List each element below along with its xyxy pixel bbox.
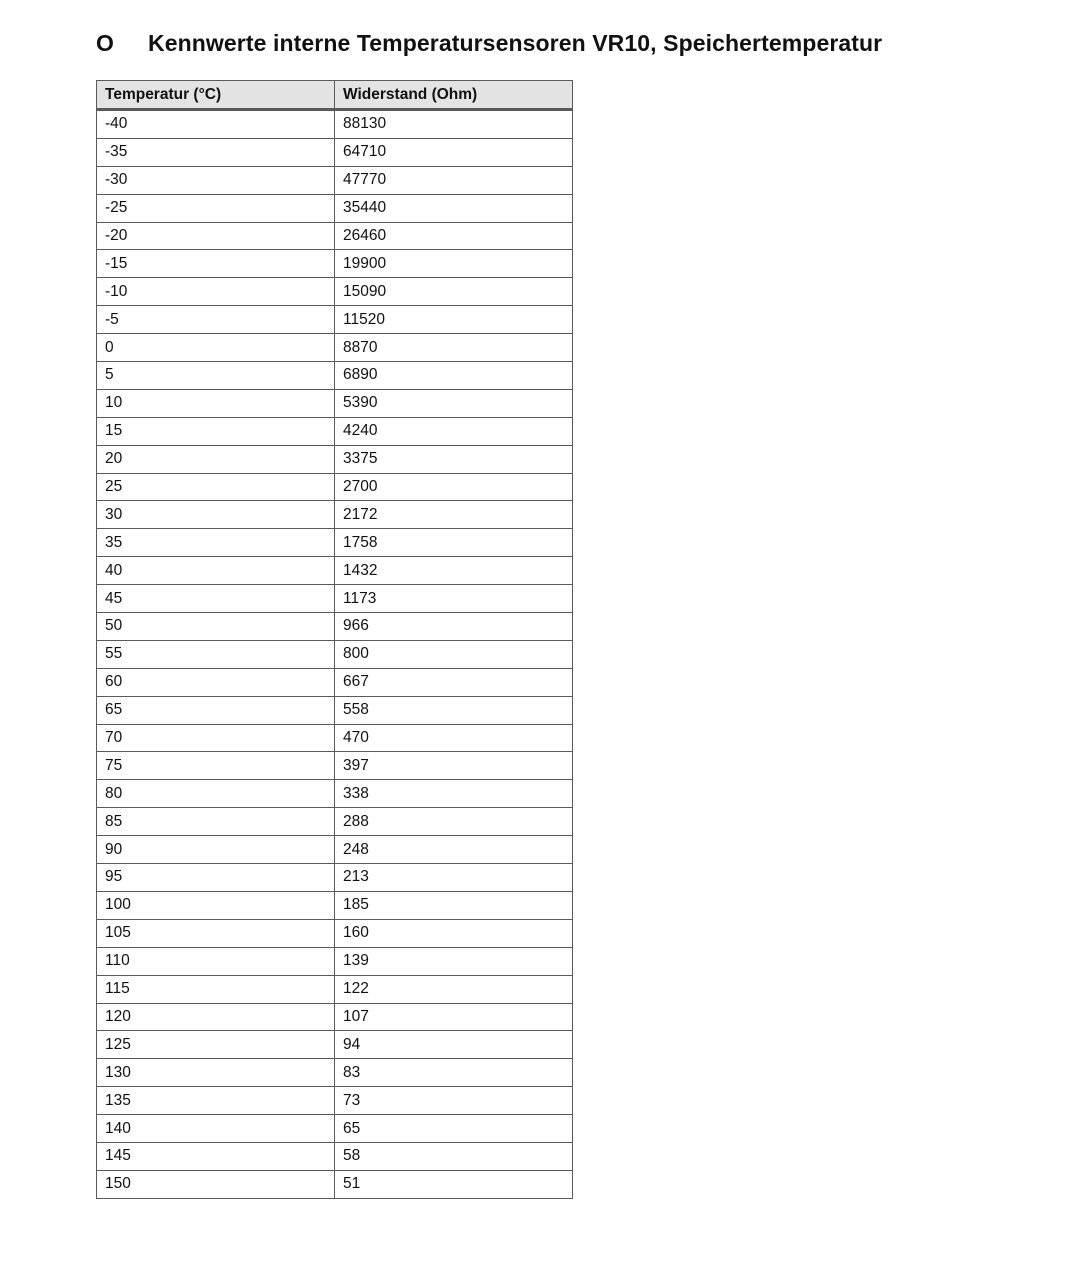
table-row xyxy=(97,362,573,390)
table-row xyxy=(97,640,573,668)
temperature-cell: 55 xyxy=(97,640,335,668)
temperature-cell: 150 xyxy=(97,1170,335,1198)
resistance-cell: 248 xyxy=(335,836,573,864)
resistance-cell: 288 xyxy=(335,808,573,836)
resistance-cell: 51 xyxy=(335,1170,573,1198)
temperature-cell: -40 xyxy=(97,110,335,139)
table-row xyxy=(97,808,573,836)
resistance-cell: 800 xyxy=(335,640,573,668)
table-row xyxy=(97,1170,573,1198)
temperature-cell: 65 xyxy=(97,696,335,724)
resistance-cell: 15090 xyxy=(335,278,573,306)
resistance-cell: 213 xyxy=(335,864,573,892)
resistance-cell: 35440 xyxy=(335,194,573,222)
resistance-cell: 58 xyxy=(335,1142,573,1170)
resistance-cell: 8870 xyxy=(335,334,573,362)
table-row xyxy=(97,696,573,724)
temperature-cell: 25 xyxy=(97,473,335,501)
table-row xyxy=(97,864,573,892)
resistance-cell: 73 xyxy=(335,1087,573,1115)
temperature-cell: 130 xyxy=(97,1059,335,1087)
temperature-cell: 35 xyxy=(97,529,335,557)
table-row xyxy=(97,306,573,334)
resistance-cell: 558 xyxy=(335,696,573,724)
table-row xyxy=(97,780,573,808)
table-row xyxy=(97,138,573,166)
resistance-cell: 966 xyxy=(335,613,573,641)
table-row xyxy=(97,389,573,417)
resistance-cell: 65 xyxy=(335,1115,573,1143)
resistance-cell: 185 xyxy=(335,891,573,919)
table-row xyxy=(97,278,573,306)
temperature-cell: 95 xyxy=(97,864,335,892)
table-row xyxy=(97,668,573,696)
resistance-cell: 26460 xyxy=(335,222,573,250)
resistance-cell: 11520 xyxy=(335,306,573,334)
temperature-cell: 60 xyxy=(97,668,335,696)
resistance-cell: 19900 xyxy=(335,250,573,278)
resistance-cell: 1758 xyxy=(335,529,573,557)
table-row xyxy=(97,417,573,445)
temperature-cell: 135 xyxy=(97,1087,335,1115)
table-row xyxy=(97,250,573,278)
table-row xyxy=(97,334,573,362)
temperature-cell: 10 xyxy=(97,389,335,417)
resistance-cell: 4240 xyxy=(335,417,573,445)
temperature-cell: -25 xyxy=(97,194,335,222)
temperature-cell: 125 xyxy=(97,1031,335,1059)
table-row xyxy=(97,613,573,641)
temperature-cell: 50 xyxy=(97,613,335,641)
resistance-cell: 94 xyxy=(335,1031,573,1059)
resistance-table xyxy=(96,80,573,1199)
table-row xyxy=(97,836,573,864)
resistance-cell: 3375 xyxy=(335,445,573,473)
resistance-cell: 64710 xyxy=(335,138,573,166)
temperature-cell: 80 xyxy=(97,780,335,808)
resistance-cell: 47770 xyxy=(335,166,573,194)
table-row xyxy=(97,1087,573,1115)
resistance-cell: 83 xyxy=(335,1059,573,1087)
table-row xyxy=(97,194,573,222)
temperature-cell: 40 xyxy=(97,557,335,585)
temperature-cell: 0 xyxy=(97,334,335,362)
temperature-cell: 120 xyxy=(97,1003,335,1031)
table-row xyxy=(97,585,573,613)
temperature-cell: -20 xyxy=(97,222,335,250)
resistance-cell: 6890 xyxy=(335,362,573,390)
column-header-temperature: Temperatur (°C) xyxy=(97,81,335,110)
temperature-cell: 115 xyxy=(97,975,335,1003)
table-row xyxy=(97,1142,573,1170)
resistance-cell: 338 xyxy=(335,780,573,808)
table-header-row xyxy=(97,81,573,110)
resistance-cell: 5390 xyxy=(335,389,573,417)
resistance-cell: 1432 xyxy=(335,557,573,585)
resistance-cell: 160 xyxy=(335,919,573,947)
page-title: Kennwerte interne Temperatursensoren VR10, Speichertemperatur xyxy=(148,29,883,56)
table-row xyxy=(97,947,573,975)
table-row xyxy=(97,891,573,919)
temperature-cell: 145 xyxy=(97,1142,335,1170)
resistance-cell: 139 xyxy=(335,947,573,975)
temperature-cell: 100 xyxy=(97,891,335,919)
table-row xyxy=(97,529,573,557)
table-row xyxy=(97,919,573,947)
temperature-cell: -30 xyxy=(97,166,335,194)
section-letter: O xyxy=(96,29,114,56)
table-row xyxy=(97,1031,573,1059)
table-row xyxy=(97,445,573,473)
table-row xyxy=(97,222,573,250)
table-row xyxy=(97,724,573,752)
temperature-cell: 5 xyxy=(97,362,335,390)
resistance-cell: 88130 xyxy=(335,110,573,139)
resistance-cell: 107 xyxy=(335,1003,573,1031)
temperature-cell: -5 xyxy=(97,306,335,334)
resistance-cell: 2172 xyxy=(335,501,573,529)
temperature-cell: 75 xyxy=(97,752,335,780)
section-heading xyxy=(96,28,882,58)
resistance-cell: 1173 xyxy=(335,585,573,613)
table-row xyxy=(97,557,573,585)
resistance-cell: 2700 xyxy=(335,473,573,501)
table-row xyxy=(97,501,573,529)
temperature-cell: 20 xyxy=(97,445,335,473)
temperature-cell: 140 xyxy=(97,1115,335,1143)
temperature-cell: 15 xyxy=(97,417,335,445)
table-row xyxy=(97,1115,573,1143)
resistance-cell: 667 xyxy=(335,668,573,696)
temperature-cell: -35 xyxy=(97,138,335,166)
resistance-cell: 122 xyxy=(335,975,573,1003)
table-row xyxy=(97,752,573,780)
temperature-cell: 90 xyxy=(97,836,335,864)
temperature-cell: 70 xyxy=(97,724,335,752)
temperature-cell: 30 xyxy=(97,501,335,529)
column-header-resistance: Widerstand (Ohm) xyxy=(335,81,573,110)
resistance-cell: 470 xyxy=(335,724,573,752)
temperature-cell: 45 xyxy=(97,585,335,613)
temperature-cell: -10 xyxy=(97,278,335,306)
temperature-cell: 110 xyxy=(97,947,335,975)
temperature-cell: 85 xyxy=(97,808,335,836)
temperature-cell: 105 xyxy=(97,919,335,947)
table-body xyxy=(97,110,573,1199)
table-row xyxy=(97,1059,573,1087)
table-row xyxy=(97,166,573,194)
resistance-cell: 397 xyxy=(335,752,573,780)
table-row xyxy=(97,110,573,139)
table-row xyxy=(97,1003,573,1031)
table-row xyxy=(97,473,573,501)
table-row xyxy=(97,975,573,1003)
temperature-cell: -15 xyxy=(97,250,335,278)
